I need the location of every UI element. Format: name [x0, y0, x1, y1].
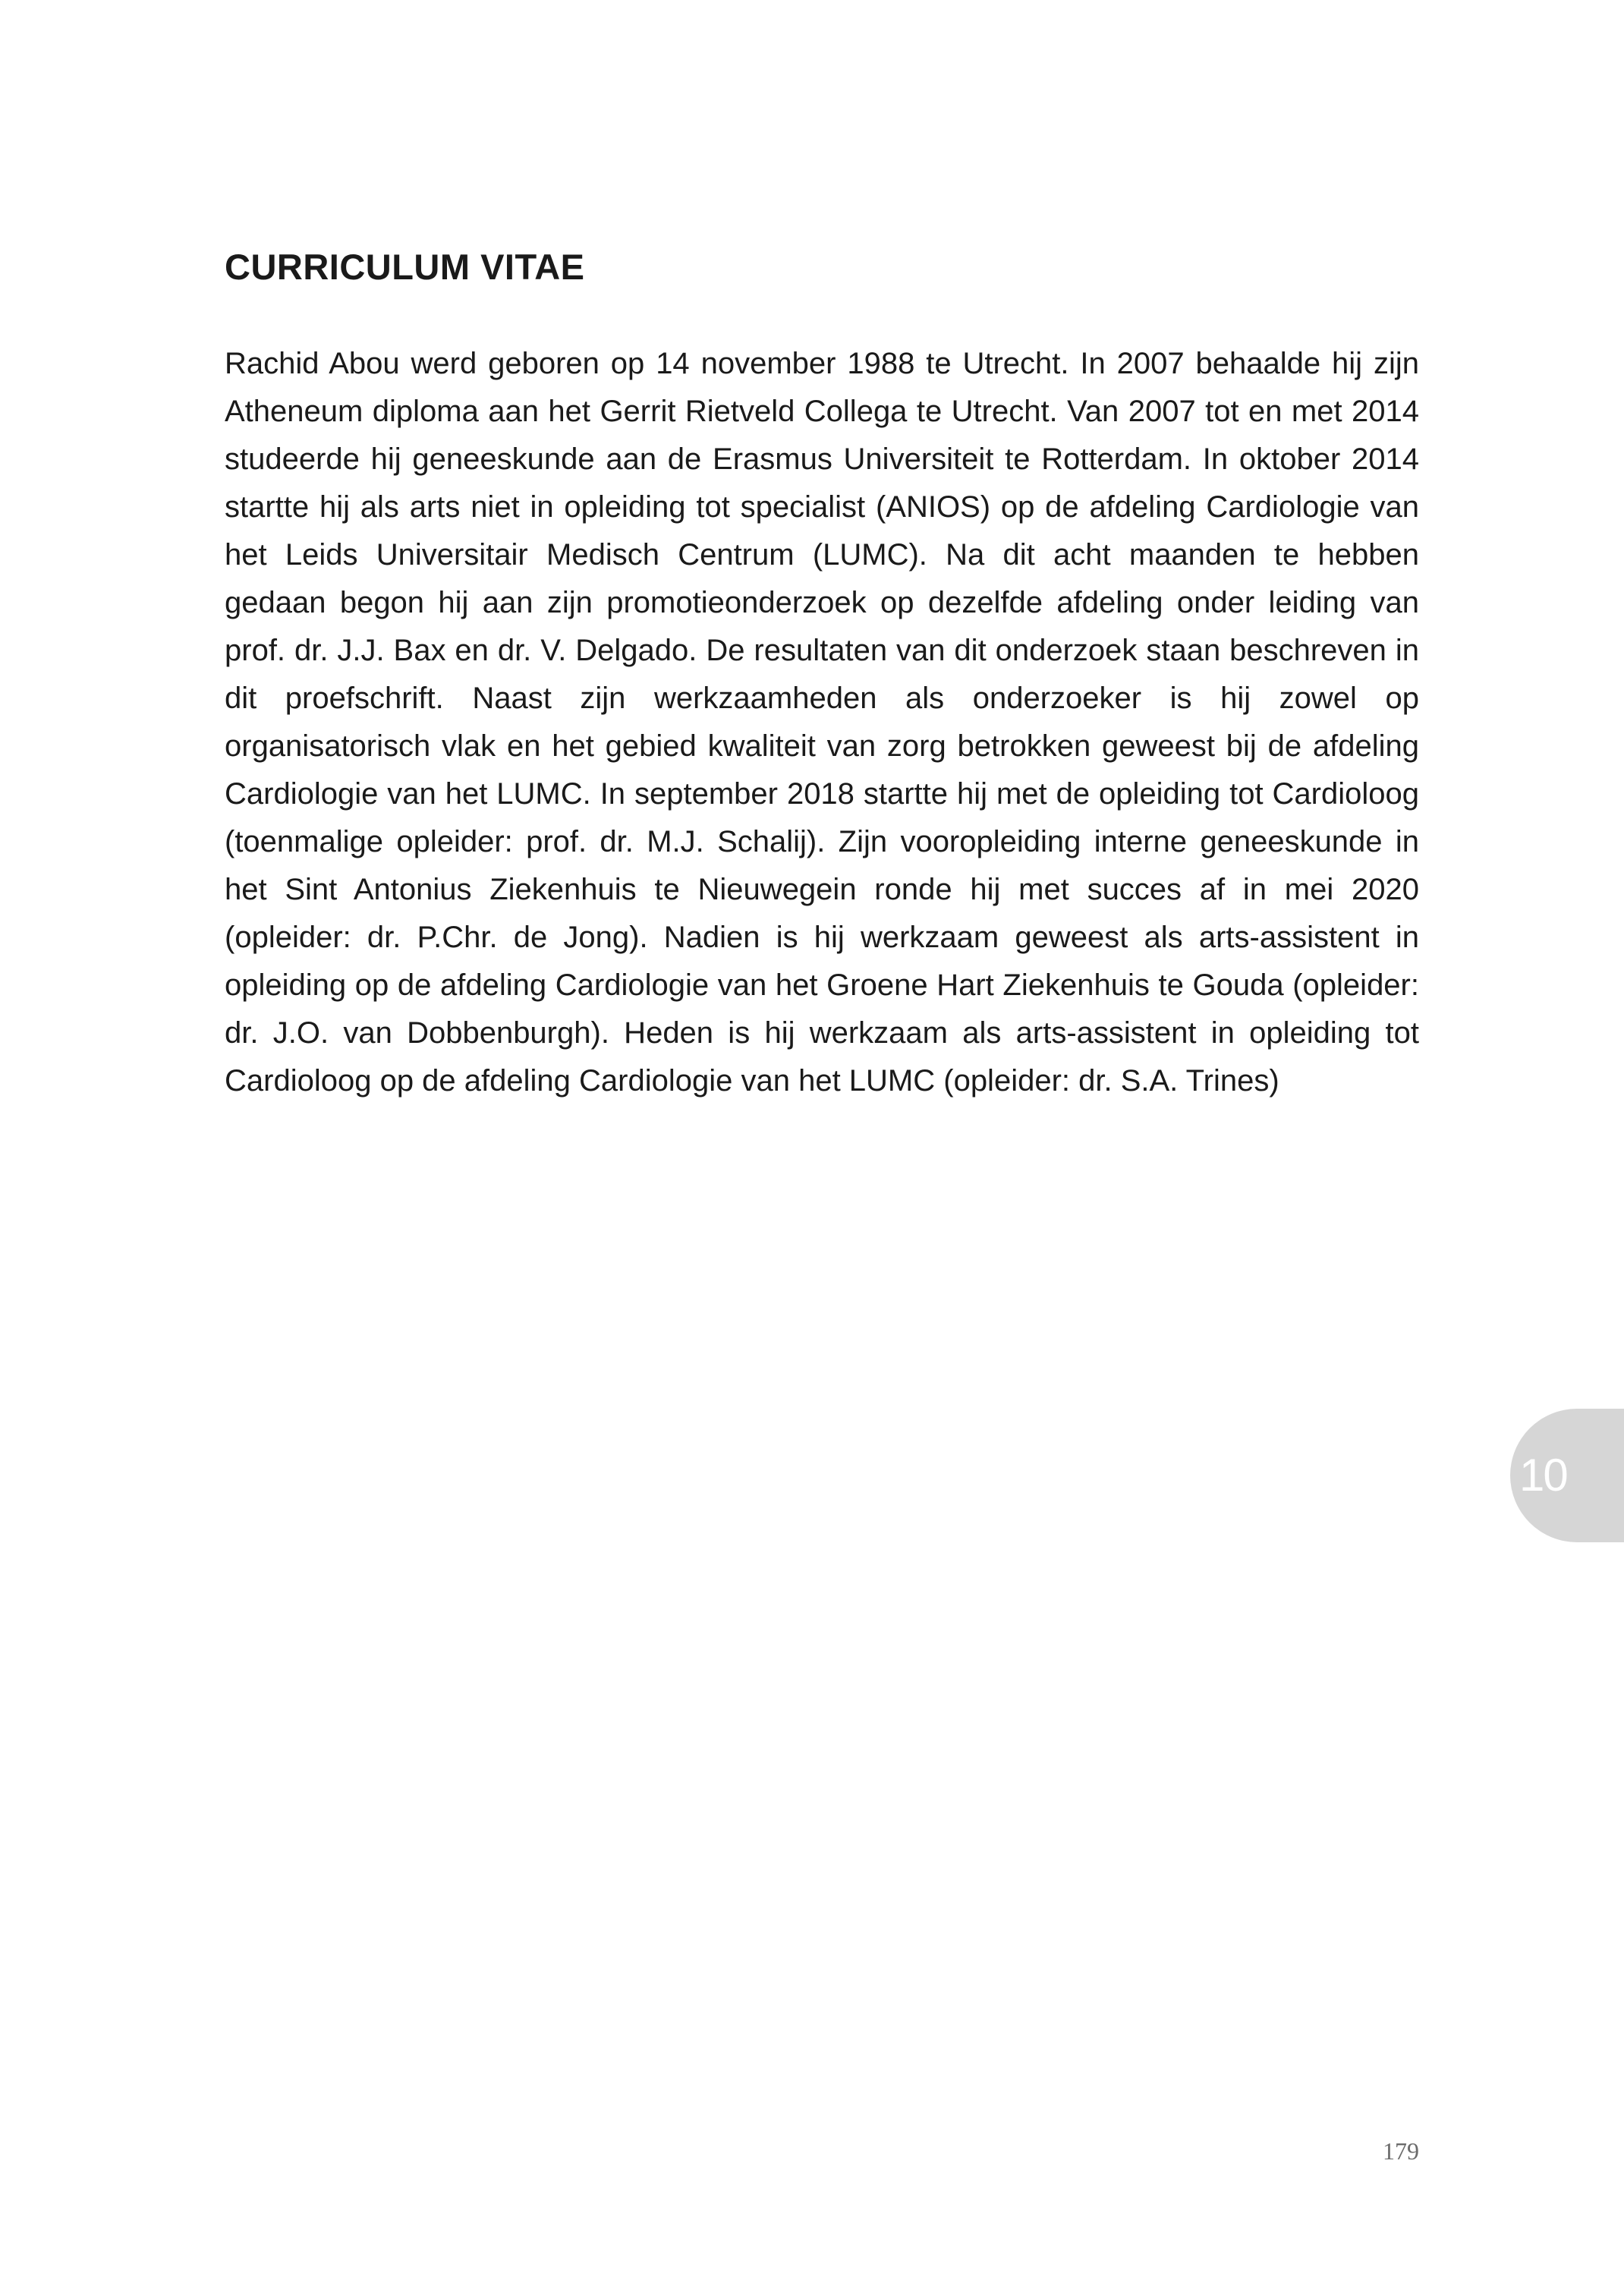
- cv-paragraph: Rachid Abou werd geboren op 14 november 1988 te Utrecht. In 2007 behaalde hij zijn Atheneum diploma aan het Gerrit Rietveld Collega te Utrecht. Van 2007 tot en met 2014 studeerde hij geneeskunde aan de Erasmus Universiteit te Rotterdam. In oktober 2014 startte hij als arts niet in opleiding tot specialist (ANIOS) op de afdeling Cardiologie van het Leids Universitair Medisch Centrum (LUMC). Na dit acht maanden te hebben gedaan begon hij aan zijn promotieonderzoek op dezelfde afdeling onder leiding van prof. dr. J.J. Bax en dr. V. Delgado. De resultaten van dit onderzoek staan beschreven in dit proefschrift. Naast zijn werkzaamheden als onderzoeker is hij zowel op organisatorisch vlak en het gebied kwaliteit van zorg betrokken geweest bij de afdeling Cardiologie van het LUMC. In september 2018 startte hij met de opleiding tot Cardioloog (toenmalige opleider: prof. dr. M.J. Schalij). Zijn vooropleiding interne geneeskunde in het Sint Antonius Ziekenhuis te Nieuwegein ronde hij met succes af in mei 2020 (opleider: dr. P.Chr. de Jong). Nadien is hij werkzaam geweest als arts-assistent in opleiding op de afdeling Cardiologie van het Groene Hart Ziekenhuis te Gouda (opleider: dr. J.O. van Dobbenburgh). Heden is hij werkzaam als arts-assistent in opleiding tot Cardioloog op de afdeling Cardiologie van het LUMC (opleider: dr. S.A. Trines): [225, 347, 1419, 1098]
- page-title: CURRICULUM VITAE: [225, 247, 585, 287]
- chapter-tab: [1510, 1409, 1624, 1542]
- chapter-number: 10: [1519, 1450, 1567, 1501]
- page-number: 179: [1383, 2137, 1419, 2165]
